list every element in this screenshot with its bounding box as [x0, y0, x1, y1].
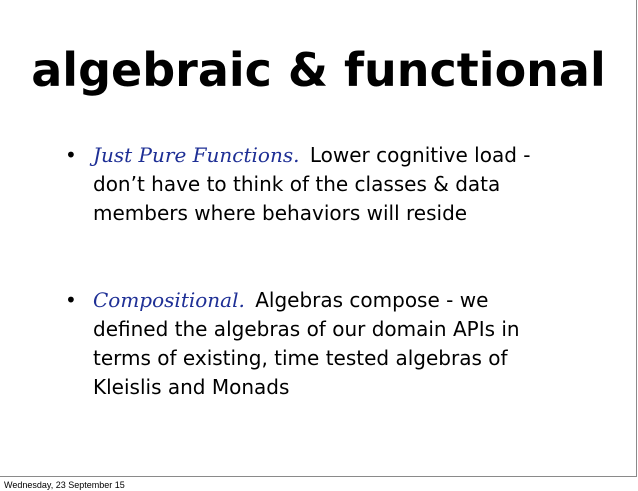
- bullet-marker: •: [65, 143, 77, 167]
- bullet-marker: •: [65, 288, 77, 312]
- bullet-lead: Just Pure Functions.: [93, 143, 300, 167]
- footer-date: Wednesday, 23 September 15: [4, 480, 125, 490]
- slide-title: algebraic & functional: [31, 43, 606, 97]
- bullet-item: [65, 286, 535, 402]
- bullet-item: [65, 141, 535, 228]
- bullet-text: [93, 286, 535, 402]
- bullet-text: [93, 141, 535, 228]
- bullet-body: Algebras compose - we defined the algebras of our domain APIs in terms of existing, time tested algebras of Kleislis and Monads: [93, 288, 520, 399]
- bullet-body: Lower cognitive load - don’t have to think of the classes & data members where behaviors will reside: [93, 143, 531, 225]
- bullet-lead: Compositional.: [93, 288, 245, 312]
